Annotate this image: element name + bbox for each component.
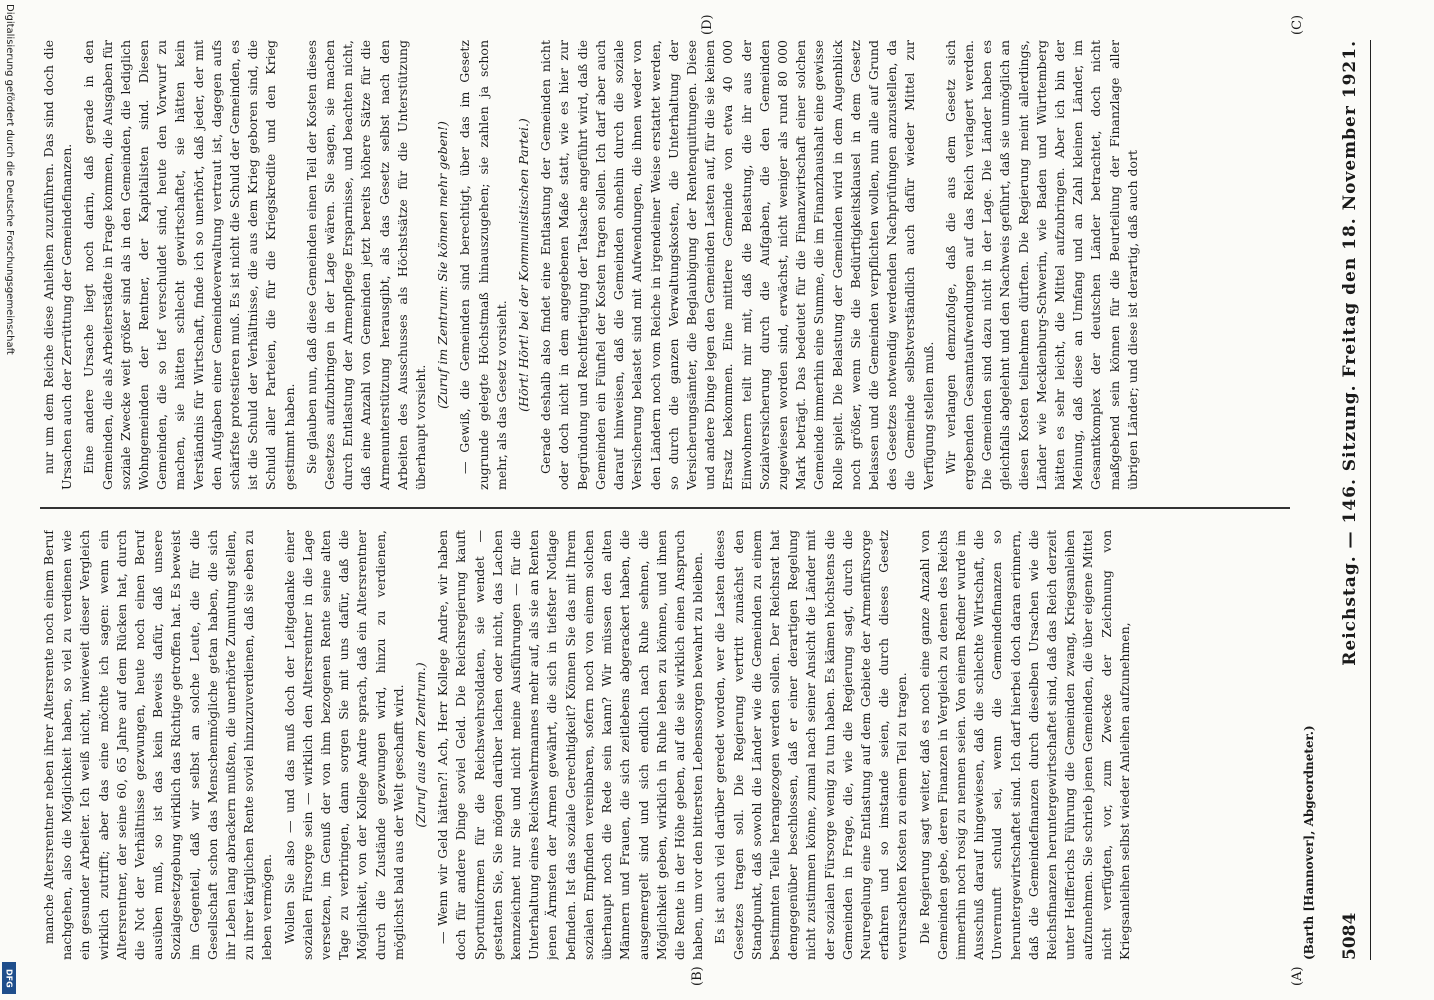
paragraph: manche Altersrentner neben ihrer Altersrente noch einem Beruf nachgehen, also die Möglichkeit haben, so viel zu verdienen wie ein gesunder Arbeiter. Ich weiß nicht, inwieweit dieser Vergleich wirklich zutrifft; aber das eine möchte ich sagen: wenn ein Altersrentner, der seine 60, 65 Jahre auf dem Rücken hat, durch die Not der Verhältnisse gezwungen, heute noch einen Beruf ausüben muß, so ist das kein Beweis dafür, daß unsere Sozialgesetzgebung wirklich das Richtige getroffen hat. Es beweist im Gegenteil, daß wir selbst an solche Leute, die für die Gesellschaft schon das Menschenmögliche getan haben, die sich ihr Leben lang abrackern mußten, die unerhörte Zumutung stellen, zu ihrer kärglichen Rente soviel hinzuzuverdienen, daß sie eben zu leben vermögen. <box>41 530 275 960</box>
paragraph: nur um dem Reiche diese Anleihen zuzuführen. Das sind doch die Ursachen auch der Zerrüttung der Gemeindefinanzen. <box>41 40 75 490</box>
text-column-left <box>40 530 1290 960</box>
paragraph: — Gewiß, die Gemeinden sind berechtigt, über das im Gesetz zugrunde gelegte Höchstmaß hinauszugehen; sie zahlen ja schon mehr, als das Gesetz vorsieht. <box>457 40 509 490</box>
page-title: Reichstag. — 146. Sitzung. Freitag den 18. November 1921. <box>1340 40 1360 666</box>
margin-mark-d: (D) <box>700 14 715 35</box>
margin-mark-b: (B) <box>690 966 705 986</box>
paragraph: Die Regierung sagt weiter, daß es noch eine ganze Anzahl von Gemeinden gebe, deren Finanzen in Vergleich zu denen des Reichs immerhin noch rosig zu nennen seien. Von einem Redner wurde im Ausschuß darauf hingewiesen, daß die schlechte Wirtschaft, die Unvernunft schuld sei, wenn die Gemeindefinanzen so heruntergewirtschaftet sind. Ich darf hierbei doch daran erinnern, daß die Gemeindefinanzen durch dieselben Ursachen wie die Reichsfinanzen heruntergewirtschaftet sind, daß das Reich derzeit unter Helfferichs Führung die Gemeinden zwang, Kriegsanleihen aufzunehmen. Sie schrieb jenen Gemeinden, die über eigene Mittel nicht verfügten, vor, zum Zwecke der Zeichnung von Kriegsanleihen selbst wieder Anleihen aufzunehmen, <box>916 530 1132 960</box>
paragraph: Wir verlangen demzufolge, daß die aus dem Gesetz sich ergebenden Gesamtaufwendungen auf das Reich verlagert werden. Die Gemeinden sind dazu nicht in der Lage. Die Länder haben es gleichfalls abgelehnt und den Nachweis geführt, daß sie unmöglich an diesen Kosten teilnehmen dürften. Die Regierung meint allerdings, Länder wie Mecklenburg-Schwerin, wie Baden und Württemberg hätten es sehr leicht, die Mittel aufzubringen. Aber ich bin der Meinung, daß diese an Umfang und an Zahl kleinen Länder, im Gesamtkomplex der deutschen Länder betrachtet, doch nicht maßgebend sein können für die Beurteilung der Finanzlage aller übrigen Länder; und diese ist derartig, daß auch dort <box>942 40 1140 490</box>
interjection: (Zuruf aus dem Zentrum.) <box>413 662 429 828</box>
paragraph: Eine andere Ursache liegt noch darin, daß gerade in den Gemeinden, die als Arbeiterstädte in Frage kommen, die Ausgaben für soziale Zwecke weit größer sind als in den Gemeinden, die lediglich Wohngemeinden der Rentner, der Kapitalisten sind. Diesen Gemeinden, die so tief verschuldet sind, heute den Vorwurf zu machen, sie hätten schlecht gewirtschaftet, sie hätten kein Verständnis für Wirtschaft, finde ich so unerhört, daß jeder, der mit den Aufgaben einer Gemeindeverwaltung vertraut ist, dagegen aufs schärfste protestieren muß. Es ist nicht die Schuld der Gemeinden, es ist die Schuld der Verhältnisse, die aus dem Krieg geboren sind, die Schuld aller Parteien, die für die Kriegskredite und den Krieg gestimmt haben. <box>81 40 297 490</box>
funding-note: Digitalisierung gefördert durch die Deutsche Forschungsgemeinschaft <box>4 4 15 355</box>
paragraph: — Wenn wir Geld hätten?! Ach, Herr Kollege Andre, wir haben doch für andere Dinge soviel Geld. Die Reichsregierung kauft Sportuniformen für die Reichswehrsoldaten, sie wendet — gestatten Sie, Sie mögen darüber lachen oder nicht, das Lachen kennzeichnet nur Sie und nicht meine Ausführungen — für die Unterhaltung eines Reichswehrmannes mehr auf, als sie an Renten jenen Ärmsten der Armen gewährt, die sich in tiefster Notlage befinden. Ist das soziale Gerechtigkeit? Können Sie das mit Ihrem sozialen Empfinden vereinbaren, sofern noch von einem solchen überhaupt noch die Rede sein kann? Wir müssen den alten Männern und Frauen, die sich zeitlebens abgerackert haben, die ausgemergelt sind und sich endlich nach Ruhe sehnen, die Möglichkeit geben, wirklich in Ruhe leben zu können, und ihnen die Rente in der Höhe geben, auf die sie wirklich einen Anspruch haben, um vor den bittersten Lebenssorgen bewahrt zu bleiben. <box>435 530 706 960</box>
text-column-right <box>40 40 1290 490</box>
margin-mark-c: (C) <box>1290 14 1305 35</box>
paragraph: Wollen Sie also — und das muß doch der Leitgedanke einer sozialen Fürsorge sein — wirklich den Altersrentner in die Lage versetzen, im Genuß der von ihm bezogenen Rente seine alten Tage zu verbringen, dann sorgen Sie mit uns dafür, daß die Möglichkeit, von der Kollege Andre sprach, daß ein Altersrentner durch die Zustände gezwungen wird, hinzu zu verdienen, möglichst bald aus der Welt geschafft wird. <box>281 530 406 960</box>
interjection: (Hört! Hört! bei der Kommunistischen Partei.) <box>516 118 532 412</box>
interjection: (Zuruf im Zentrum: Sie können mehr geben!) <box>435 121 451 409</box>
page-header <box>1330 40 1371 960</box>
speaker-line: (Barth [Hannover], Abgeordneter.) <box>1302 725 1316 960</box>
margin-mark-a: (A) <box>1290 966 1305 986</box>
paragraph: Es ist auch viel darüber geredet worden, wer die Lasten dieses Gesetzes tragen soll. Die Regierung vertritt zunächst den Standpunkt, daß sowohl die Länder wie die Gemeinden zu einem bestimmten Teile herangezogen werden sollen. Der Reichsrat hat demgegenüber beschlossen, daß er einer derartigen Regelung nicht zustimmen könne, zumal nach seiner Ansicht die Länder mit der sozialen Fürsorge wenig zu tun haben. Es kämen höchstens die Gemeinden in Frage, die, wie die Regierung sagt, durch die Neuregelung eine Entlastung auf dem Gebiete der Armenfürsorge erfahren und so imstande seien, die durch dieses Gesetz verursachten Kosten zu einem Teil zu tragen. <box>712 530 910 960</box>
column-divider <box>40 507 1290 509</box>
digitization-sidebar <box>0 0 18 1000</box>
page-number: 5084 <box>1340 912 1360 960</box>
paragraph: Sie glauben nun, daß diese Gemeinden einen Teil der Kosten dieses Gesetzes aufzubringen in der Lage wären. Sie sagen, sie machen durch Entlastung der Armenpflege Ersparnisse, und beachten nicht, daß eine Anzahl von Gemeinden jetzt bereits höhere Sätze für die Armenunterstützung herausgibt, als das Gesetz selbst nach den Arbeiten des Ausschusses als Höchstsätze für die Unterstützung überhaupt vorsieht. <box>303 40 429 490</box>
dfg-logo: DFG <box>2 962 16 994</box>
paragraph: Gerade deshalb also findet eine Entlastung der Gemeinden nicht oder doch nicht in dem angegebenen Maße statt, wie es hier zur Begründung und Rechtfertigung der Tatsache angeführt wird, daß die Gemeinden ein Fünftel der Kosten tragen sollen. Ich darf aber auch darauf hinweisen, daß die Gemeinden ohnehin durch die soziale Versicherung belastet sind mit Aufwendungen, die ihnen weder von den Ländern noch vom Reiche in irgendeiner Weise erstattet werden, so durch die ganzen Verwaltungskosten, die Unterhaltung der Versicherungsämter, die Beglaubigung der Rentenquittungen. Diese und andere Dinge legen den Gemeinden Lasten auf, für die sie keinen Ersatz bekommen. Eine mittlere Gemeinde von etwa 40 000 Einwohnern teilt mir mit, daß die Belastung, die ihr aus der Sozialversicherung durch die Aufgaben, die den Gemeinden zugewiesen worden sind, erwächst, nicht weniger als rund 80 000 Mark beträgt. Das bedeutet für die Finanzwirtschaft einer solchen Gemeinde immerhin eine Summe, die im Finanzhaushalt eine gewisse Rolle spielt. Die Belastung der Gemeinden wird in dem Augenblick noch größer, wenn Sie die Bedürftigkeitsklausel in dem Gesetz belassen und die Gemeinden verpflichten wollen, nun alle auf Grund des Gesetzes notwendig werdenden Nachprüfungen anzustellen, da die Gemeinde selbstverständlich auch dafür wieder Mittel zur Verfügung stellen muß. <box>538 40 936 490</box>
